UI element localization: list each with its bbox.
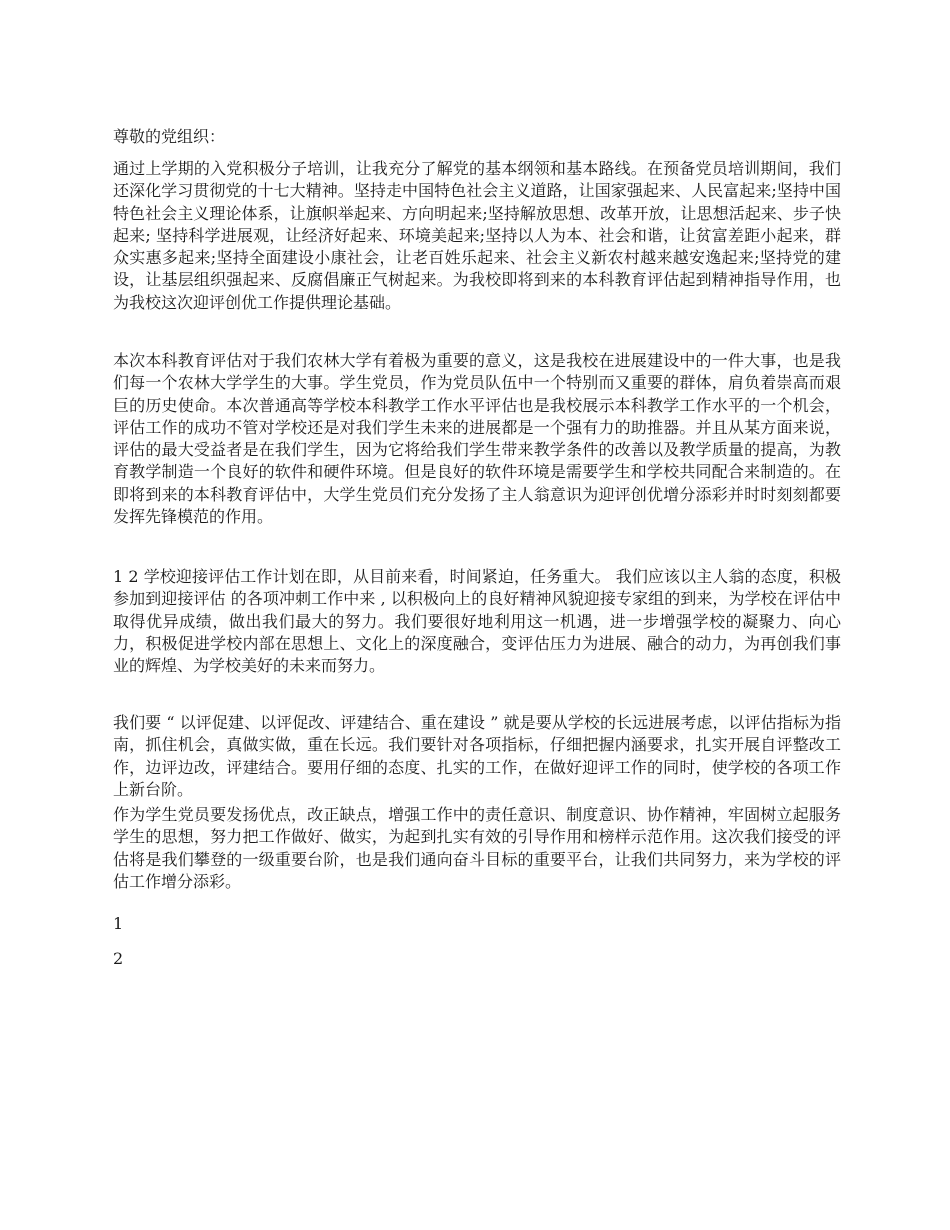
salutation: 尊敬的党组织： [113, 127, 226, 146]
paragraph-3: 1 2 学校迎接评估工作计划在即，从目前来看，时间紧迫，任务重大。 我们应该以主人翁的态度，积极参加到迎接评估 的各项冲刺工作中来 , 以积极向上的良好精神风貌迎接专家组的到来，为学校在评估中取得优异成绩，做出我们最大的努力。我们要很好地利用这一机遇，进一步增强学校的凝聚力、向心力，积极促进学校内部在思想上、文化上的深度融合，变评估压力为进展、融合的动力，为再创我们事业的辉煌、为学校美好的未来而努力。 [113, 567, 841, 676]
paragraph-5: 作为学生党员要发扬优点，改正缺点，增强工作中的责任意识、制度意识、协作精神，牢固树立起服务学生的思想，努力把工作做好、做实，为起到扎实有效的引导作用和榜样示范作用。这次我们接受的评估将是我们攀登的一级重要台阶，也是我们通向奋斗目标的重要平台，让我们共同努力，来为学校的评估工作增分添彩。 [113, 805, 841, 891]
footnote-marker-2: 2 [113, 949, 124, 968]
paragraph-2: 本次本科教育评估对于我们农林大学有着极为重要的意义，这是我校在进展建设中的一件大事，也是我们每一个农林大学学生的大事。学生党员，作为党员队伍中一个特别而又重要的群体，肩负着崇高而艰巨的历史使命。本次普通高等学校本科教学工作水平评估也是我校展示本科教学工作水平的一个机会，评估工作的成功不管对学校还是对我们学生未来的进展都是一个强有力的助推器。并且从某方面来说，评估的最大受益者是在我们学生，因为它将给我们学生带来教学条件的改善以及教学质量的提高，为教育教学制造一个良好的软件和硬件环境。但是良好的软件环境是需要学生和学校共同配合来制造的。在即将到来的本科教育评估中，大学生党员们充分发扬了主人翁意识为迎评创优增分添彩并时时刻刻都要发挥先锋模范的作用。 [113, 351, 841, 527]
paragraph-4: 我们要 “ 以评促建、以评促改、评建结合、重在建设 ” 就是要从学校的长远进展考虑，以评估指标为指南，抓住机会，真做实做，重在长远。我们要针对各项指标，仔细把握内涵要求，扎实开展自评整改工作，边评边改，评建结合。要用仔细的态度、扎实的工作，在做好迎评工作的同时，使学校的各项工作上新台阶。 [113, 713, 841, 799]
footnote-marker-1: 1 [113, 914, 124, 933]
paragraph-1: 通过上学期的入党积极分子培训，让我充分了解党的基本纲领和基本路线。在预备党员培训期间，我们还深化学习贯彻党的十七大精神。坚持走中国特色社会主义道路，让国家强起来、人民富起来;坚持中国特色社会主义理论体系，让旗帜举起来、方向明起来;坚持解放思想、改革开放，让思想活起来、步子快起来; 坚持科学进展观，让经济好起来、环境美起来;坚持以人为本、社会和谐，让贫富差距小起来，群众实惠多起来;坚持全面建设小康社会，让老百姓乐起来、社会主义新农村越来越安逸起来;坚持党的建设，让基层组织强起来、反腐倡廉正气树起来。为我校即将到来的本科教育评估起到精神指导作用，也为我校这次迎评创优工作提供理论基础。 [113, 159, 841, 312]
